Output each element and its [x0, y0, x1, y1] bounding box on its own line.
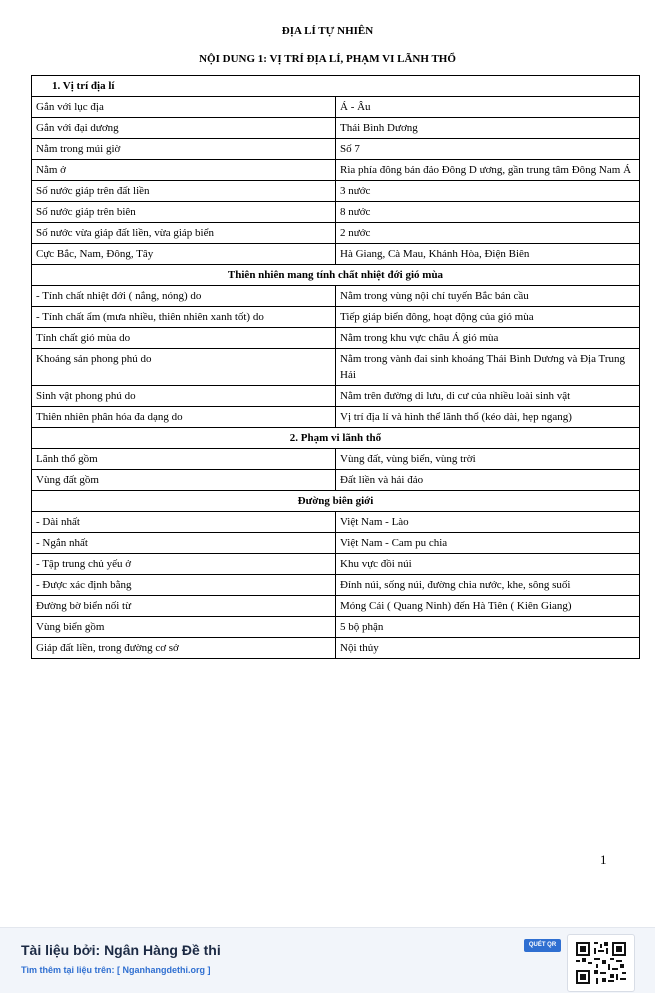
row-label: - Tính chất ẩm (mưa nhiều, thiên nhiên xanh tốt) do	[32, 307, 336, 328]
row-label: Vùng đất gồm	[32, 470, 336, 491]
table-row	[32, 386, 640, 407]
row-value: Nằm trong vùng nội chí tuyến Bắc bán cầu	[336, 286, 640, 307]
row-label: Tính chất gió mùa do	[32, 328, 336, 349]
footer-link[interactable]: Tìm thêm tại liệu trên: [ Nganhangdethi.org ]	[21, 965, 211, 975]
section-row	[32, 76, 640, 97]
document-title: ĐỊA LÍ TỰ NHIÊN	[281, 25, 374, 37]
row-value: Thái Bình Dương	[336, 118, 640, 139]
row-value: Khu vực đồi núi	[336, 554, 640, 575]
row-value: Rìa phía đông bán đảo Đông D ương, gần trung tâm Đông Nam Á	[336, 160, 640, 181]
table-row	[32, 407, 640, 428]
table-row	[32, 139, 640, 160]
row-value: Việt Nam - Cam pu chia	[336, 533, 640, 554]
row-label: - Dài nhất	[32, 512, 336, 533]
row-label: Gắn với đại dương	[32, 118, 336, 139]
row-label: - Tập trung chủ yếu ở	[32, 554, 336, 575]
section-row	[32, 491, 640, 512]
section-heading: Thiên nhiên mang tính chất nhiệt đới gió mùa	[32, 265, 640, 286]
row-label: Lãnh thổ gồm	[32, 449, 336, 470]
section-heading: 2. Phạm vi lãnh thổ	[32, 428, 640, 449]
content-table	[31, 75, 640, 659]
table-row	[32, 554, 640, 575]
row-value: Số 7	[336, 139, 640, 160]
table-row	[32, 349, 640, 386]
row-value: Vùng đất, vùng biển, vùng trời	[336, 449, 640, 470]
table-row	[32, 533, 640, 554]
section-heading: Đường biên giới	[32, 491, 640, 512]
row-label: Giáp đất liền, trong đường cơ sở	[32, 638, 336, 659]
page-number: 1	[600, 852, 607, 867]
row-value: Nằm trong vành đai sinh khoáng Thái Bình Dương và Địa Trung Hải	[336, 349, 640, 386]
row-value: Móng Cái ( Quang Ninh) đến Hà Tiên ( Kiên Giang)	[336, 596, 640, 617]
row-value: 8 nước	[336, 202, 640, 223]
row-value: Nội thủy	[336, 638, 640, 659]
row-label: Nằm ở	[32, 160, 336, 181]
row-value: Á - Âu	[336, 97, 640, 118]
table-row	[32, 449, 640, 470]
row-label: Số nước giáp trên biên	[32, 202, 336, 223]
table-row	[32, 638, 640, 659]
row-label: Thiên nhiên phân hóa đa dạng do	[32, 407, 336, 428]
row-value: Vị trí địa lí và hình thể lãnh thổ (kéo dài, hẹp ngang)	[336, 407, 640, 428]
table-row	[32, 223, 640, 244]
row-value: Tiếp giáp biển đông, hoạt động của gió mùa	[336, 307, 640, 328]
section-heading: 1. Vị trí địa lí	[32, 76, 640, 97]
qr-code[interactable]	[567, 934, 635, 992]
row-label: - Ngắn nhất	[32, 533, 336, 554]
row-label: Khoáng sản phong phú do	[32, 349, 336, 386]
table-row	[32, 118, 640, 139]
qr-code-icon	[576, 942, 626, 984]
row-label: Số nước giáp trên đất liền	[32, 181, 336, 202]
table-row	[32, 617, 640, 638]
document-subtitle: NỘI DUNG 1: VỊ TRÍ ĐỊA LÍ, PHẠM VI LÃNH THỔ	[199, 53, 456, 65]
table-row	[32, 575, 640, 596]
row-value: Nằm trong khu vực châu Á gió mùa	[336, 328, 640, 349]
row-label: Vùng biển gồm	[32, 617, 336, 638]
row-value: 2 nước	[336, 223, 640, 244]
row-label: - Được xác định bằng	[32, 575, 336, 596]
table-row	[32, 470, 640, 491]
table-row	[32, 160, 640, 181]
table-row	[32, 181, 640, 202]
table-row	[32, 202, 640, 223]
row-value: 5 bộ phận	[336, 617, 640, 638]
row-label: Đường bờ biển nối từ	[32, 596, 336, 617]
table-row	[32, 307, 640, 328]
table-row	[32, 97, 640, 118]
table-row	[32, 286, 640, 307]
row-label: Nằm trong múi giờ	[32, 139, 336, 160]
row-value: 3 nước	[336, 181, 640, 202]
row-label: Sinh vật phong phú do	[32, 386, 336, 407]
section-row	[32, 265, 640, 286]
row-label: Cực Bắc, Nam, Đông, Tây	[32, 244, 336, 265]
section-row	[32, 428, 640, 449]
row-value: Nằm trên đường di lưu, di cư của nhiều loài sinh vật	[336, 386, 640, 407]
row-value: Hà Giang, Cà Mau, Khánh Hòa, Điện Biên	[336, 244, 640, 265]
row-label: Gắn với lục địa	[32, 97, 336, 118]
footer-banner	[0, 927, 655, 993]
table-row	[32, 596, 640, 617]
table-row	[32, 244, 640, 265]
qr-badge: QUÉT QR	[524, 939, 561, 952]
row-value: Việt Nam - Lào	[336, 512, 640, 533]
row-value: Đỉnh núi, sống núi, đường chia nước, khe, sông suối	[336, 575, 640, 596]
table-row	[32, 328, 640, 349]
footer-title: Tài liệu bởi: Ngân Hàng Đề thi	[21, 942, 221, 958]
row-label: Số nước vừa giáp đất liền, vừa giáp biển	[32, 223, 336, 244]
row-label: - Tính chất nhiệt đới ( nắng, nóng) do	[32, 286, 336, 307]
table-row	[32, 512, 640, 533]
row-value: Đất liền và hải đảo	[336, 470, 640, 491]
